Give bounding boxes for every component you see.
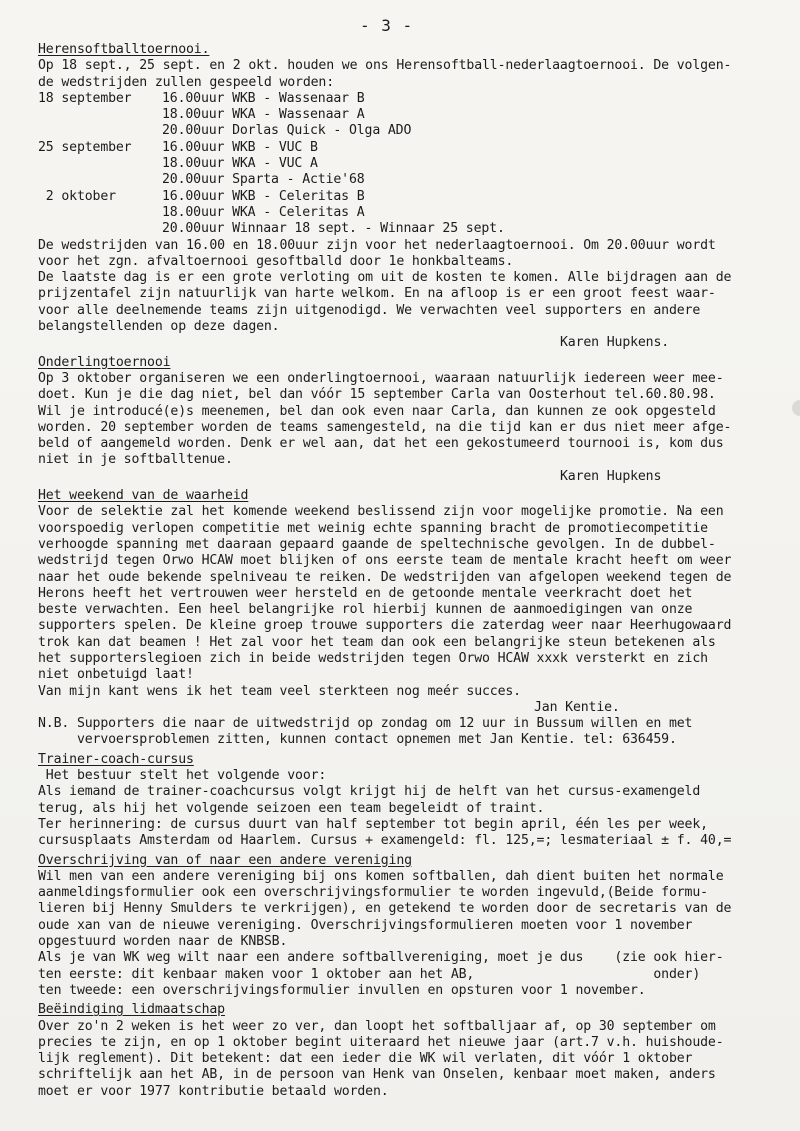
schedule-game: 20.00uur Winnaar 18 sept. - Winnaar 25 sept. — [162, 221, 505, 237]
text-line: oude xan van de nieuwe vereniging. Overschrijvingsformulieren moeten voor 1 november — [38, 917, 693, 933]
schedule-row — [38, 221, 768, 237]
signature-row — [38, 700, 768, 716]
schedule-game: 18.00uur WKA - Wassenaar A — [162, 107, 365, 123]
section-heading-overschrijving: Overschrijving van of naar een andere vereniging — [38, 852, 412, 868]
text-line: de wedstrijden zullen gespeeld worden: — [38, 74, 335, 90]
text-line: Op 3 oktober organiseren we een onderlingtoernooi, waaraan natuurlijk iedereen weer mee- — [38, 370, 724, 386]
schedule-row — [38, 189, 768, 205]
schedule-row — [38, 123, 768, 139]
punch-hole — [792, 400, 800, 416]
text-line: supporters spelen. De kleine groep trouwe supporters die zaterdag weer naar Heerhugowaard — [38, 618, 732, 634]
schedule-game: 16.00uur WKB - Wassenaar B — [162, 90, 365, 106]
text-line: voor het zgn. afvaltoernooi gesoftballd door 1e honkbalteams. — [38, 253, 514, 269]
schedule-game: 18.00uur WKA - VUC A — [162, 156, 318, 172]
signature: Jan Kentie. — [534, 699, 620, 715]
text-line: De wedstrijden van 16.00 en 18.00uur zijn voor het nederlaagtoernooi. Om 20.00uur wordt — [38, 237, 716, 253]
text-line: beste verwachten. Een heel belangrijke rol hierbij kunnen de aanmoedigingen van onze — [38, 602, 693, 618]
text-line: vervoersproblemen zitten, kunnen contact opnemen met Jan Kentie. tel: 636459. — [38, 732, 677, 748]
schedule-game: 20.00uur Dorlas Quick - Olga ADO — [162, 123, 412, 139]
text-line: wedstrijd tegen Orwo HCAW moet blijken of ons eerste team de mentale kracht heeft om weer — [38, 553, 732, 569]
document-body — [38, 42, 768, 1100]
text-line: moet er voor 1977 kontributie betaald worden. — [38, 1083, 389, 1099]
text-line: Over zo'n 2 weken is het weer zo ver, dan loopt het softballjaar af, op 30 september om — [38, 1018, 716, 1034]
text-line: naar het oude bekende spelniveau te reiken. De wedstrijden van afgelopen weekend tegen de — [38, 569, 732, 585]
page-number: - 3 - — [360, 16, 414, 35]
text-line: voor alle deelnemende teams zijn uitgenodigd. We verwachten veel supporters en andere — [38, 302, 701, 318]
section-heading-trainer: Trainer-coach-cursus — [38, 751, 194, 767]
schedule-date — [38, 156, 162, 172]
text-line: schriftelijk aan het AB, in de persoon van Henk van Onselen, kenbaar moet maken, anders — [38, 1067, 716, 1083]
text-line: niet onbetuigd laat! — [38, 667, 194, 683]
schedule-game: 16.00uur WKB - Celeritas B — [162, 188, 365, 204]
text-line: Wil je introducé(e)s meenemen, bel dan ook even naar Carla, dan kunnen ze ook opgesteld — [38, 403, 716, 419]
text-line: N.B. Supporters die naar de uitwedstrijd op zondag om 12 uur in Bussum willen en met — [38, 716, 693, 732]
text-line: ten tweede: een overschrijvingsformulier invullen en opsturen voor 1 november. — [38, 982, 646, 998]
signature: Karen Hupkens. — [560, 335, 670, 351]
text-line: het supporterslegioen zich in beide wedstrijden tegen Orwo HCAW xxxk versterkt en zich — [38, 650, 708, 666]
section-heading-waarheid: Het weekend van de waarheid — [38, 488, 249, 504]
text-line: ten eerste: dit kenbaar maken voor 1 oktober aan het AB, onder) — [38, 966, 701, 982]
schedule-game: 18.00uur WKA - Celeritas A — [162, 204, 365, 220]
schedule-date — [38, 221, 162, 237]
schedule-date — [38, 107, 162, 123]
text-line: lieren bij Henny Smulders te verkrijgen), en getekend te worden door de secretaris van de — [38, 901, 732, 917]
signature-row — [38, 469, 768, 485]
schedule-row — [38, 107, 768, 123]
schedule-game: 20.00uur Sparta - Actie'68 — [162, 172, 365, 188]
schedule-date: 25 september — [38, 139, 132, 155]
schedule-date: 2 oktober — [38, 188, 116, 204]
section-heading-onderlingtoernooi: Onderlingtoernooi — [38, 354, 171, 370]
text-line: Op 18 sept., 25 sept. en 2 okt. houden we ons Herensoftball-nederlaagtoernooi. De volgen- — [38, 58, 732, 74]
schedule-date — [38, 123, 162, 139]
schedule-date — [38, 172, 162, 188]
text-line: De laatste dag is er een grote verloting om uit de kosten te komen. Alle bijdragen aan de — [38, 270, 732, 286]
text-line: beld of aangemeld worden. Denk er wel aan, dat het een gekostumeerd tournooi is, kom dus — [38, 436, 724, 452]
text-line: belangstellenden op deze dagen. — [38, 319, 280, 335]
text-line: worden. 20 september worden de teams samengesteld, na die tijd kan er dus niet meer afge- — [38, 419, 732, 435]
text-line: verhoogde spanning met daaraan gepaard gaande de speltechnische gevolgen. In de dubbel- — [38, 536, 716, 552]
text-line: terug, als hij het volgende seizoen een team begeleidt of traint. — [38, 800, 545, 816]
text-line: precies te zijn, en op 1 oktober begint uiteraard het nieuwe jaar (art.7 v.h. huishoude- — [38, 1034, 724, 1050]
text-line: voorspoedig verlopen competitie met weinig echte spanning bracht de promotiecompetitie — [38, 520, 708, 536]
text-line: Wil men van een andere vereniging bij ons komen softballen, dah dient buiten het normale — [38, 868, 724, 884]
text-line: Als je van WK weg wilt naar een andere softballvereniging, moet je dus (zie ook hier- — [38, 950, 724, 966]
text-line: aanmeldingsformulier ook een overschrijvingsformulier te worden ingevuld,(Beide formu- — [38, 885, 708, 901]
text-line: Van mijn kant wens ik het team veel sterkteen nog meér succes. — [38, 683, 521, 699]
text-line: doet. Kun je die dag niet, bel dan vóór 15 september Carla van Oosterhout tel.60.80.98. — [38, 387, 716, 403]
text-line: trok kan dat beamen ! Het zal voor het team dan ook een belangrijke steun betekenen als — [38, 634, 716, 650]
text-line: Als iemand de trainer-coachcursus volgt krijgt hij de helft van het cursus-examengeld — [38, 784, 701, 800]
text-line: lijk reglement). Dit betekent: dat een ieder die WK wil verlaten, dit vóór 1 oktober — [38, 1051, 693, 1067]
text-line: opgestuurd worden naar de KNBSB. — [38, 934, 288, 950]
schedule-game: 16.00uur WKB - VUC B — [162, 139, 318, 155]
signature: Karen Hupkens — [560, 468, 662, 484]
text-line: Voor de selektie zal het komende weekend beslissend zijn voor mogelijke promotie. Na een — [38, 504, 724, 520]
text-line: Ter herinnering: de cursus duurt van half september tot begin april, één les per week, — [38, 816, 708, 832]
text-line: Herons heeft het vertrouwen weer hersteld en de getoonde mentale veerkracht doet het — [38, 585, 693, 601]
schedule-row — [38, 205, 768, 221]
text-line: cursusplaats Amsterdam od Haarlem. Cursus + examengeld: fl. 125,=; lesmateriaal ± f. 40,= — [38, 833, 732, 849]
schedule-row — [38, 172, 768, 188]
section-heading-beeindiging: Beëindiging lidmaatschap — [38, 1002, 225, 1018]
text-line: prijzentafel zijn natuurlijk van harte welkom. En na afloop is er een groot feest waar- — [38, 286, 716, 302]
schedule-row — [38, 140, 768, 156]
schedule-row — [38, 156, 768, 172]
schedule-date — [38, 205, 162, 221]
schedule-row — [38, 91, 768, 107]
signature-row — [38, 335, 768, 351]
section-heading-herensoftball: Herensoftballtoernooi. — [38, 42, 210, 57]
text-line: niet in je softballtenue. — [38, 452, 233, 468]
text-line: Het bestuur stelt het volgende voor: — [38, 768, 327, 784]
schedule-date: 18 september — [38, 90, 132, 106]
